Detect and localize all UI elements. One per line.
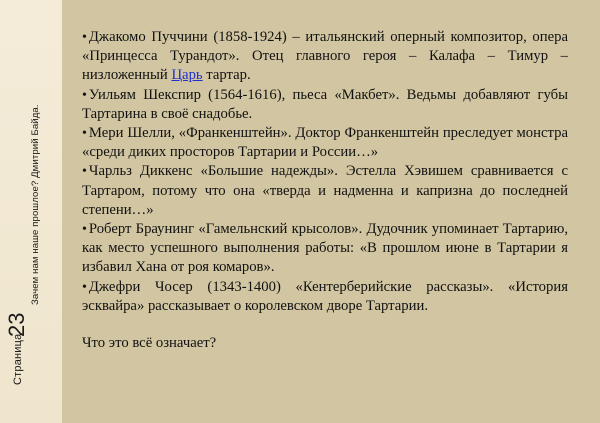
tsar-link[interactable]: Царь: [171, 67, 203, 84]
page-number: 23: [4, 312, 29, 337]
book-title: Зачем нам наше прошлое? Дмитрий Байда.: [30, 104, 41, 305]
entry-text: Уильям Шекспир (1564-1616), пьеса «Макбет». Ведьмы добавляют губы Тартарина в своё снадобье.: [82, 86, 568, 122]
bullet-icon: •: [82, 279, 87, 295]
list-item: [82, 86, 568, 124]
sidebar: [0, 0, 58, 423]
closing-question: Что это всё означает?: [82, 335, 217, 352]
list-item: [82, 278, 568, 316]
list-item: [82, 220, 568, 278]
entry-text-before: Джакомо Пуччини (1858-1924) – итальянский оперный композитор, опера «Принцесса Турандот». Отец главного героя – Калафа – Тимур – низложенный: [82, 29, 568, 84]
page-label: Страница: [12, 333, 24, 385]
list-item: [82, 124, 568, 162]
bullet-icon: •: [82, 30, 87, 45]
sidebar-rotated-text: [6, 25, 64, 385]
entry-text: Мери Шелли, «Франкенштейн». Доктор Франкенштейн преследует монстра «среди диких просторов Тартарии и России…»: [82, 125, 568, 161]
entry-text: Джефри Чосер (1343-1400) «Кентерберийские рассказы». «История эсквайра» рассказывает о королевском дворе Тартарии.: [82, 278, 568, 314]
bullet-icon: •: [82, 87, 87, 103]
list-item: [82, 162, 568, 220]
entry-text: Чарльз Диккенс «Большие надежды». Эстелла Хэвишем сравнивается с Тартаром, потому что она «тверда и надменна и капризна до последней степени…»: [82, 163, 568, 218]
content: [82, 28, 568, 353]
bullet-icon: •: [82, 164, 87, 180]
entry-text: Роберт Браунинг «Гамельнский крысолов». Дудочник упоминает Тартарию, как место успешного выполнения работы: «В прошлом июне в Тартарии я избавил Хана от роя комаров».: [82, 221, 568, 276]
bullet-icon: •: [82, 222, 87, 238]
bullet-icon: •: [82, 126, 87, 142]
list-item: [82, 28, 568, 86]
entry-text-after: тартар.: [202, 67, 251, 84]
